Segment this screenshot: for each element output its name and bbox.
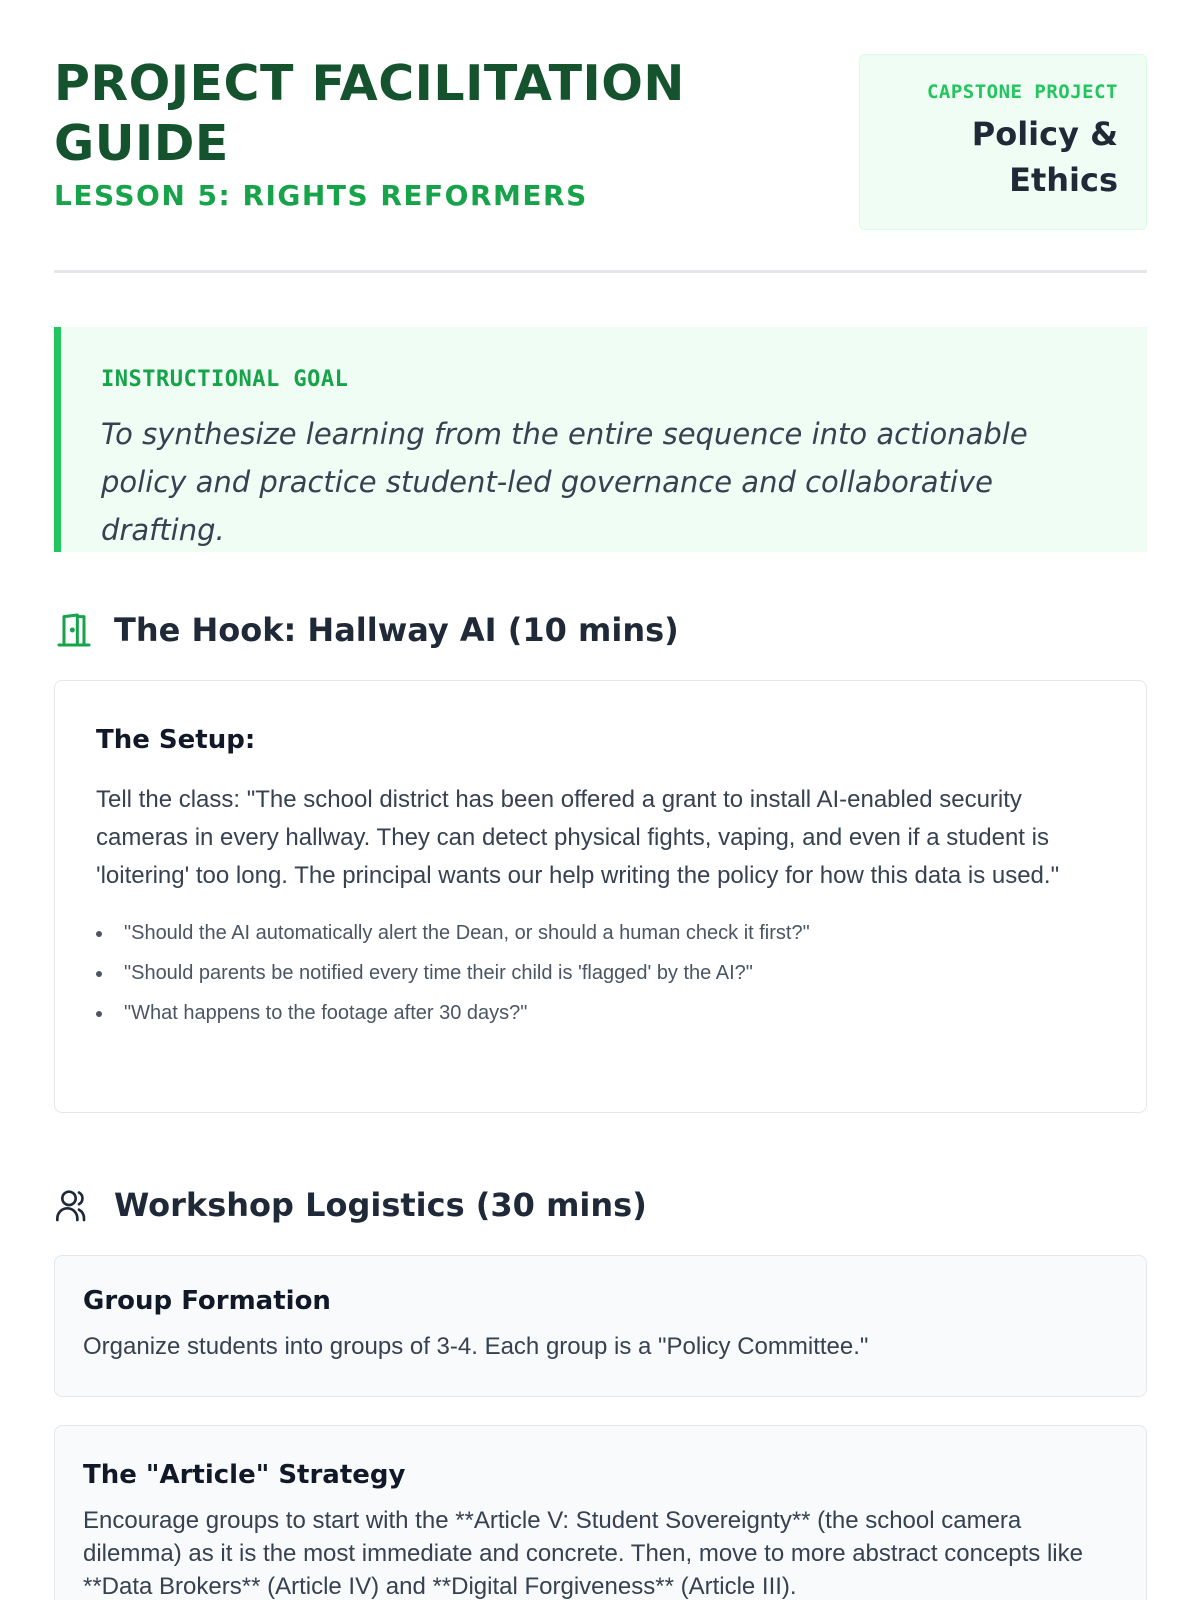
list-item: "Should parents be notified every time their child is 'flagged' by the AI?" <box>96 953 1106 993</box>
users-icon <box>54 1185 94 1225</box>
door-icon <box>54 610 94 650</box>
hook-section-heading <box>54 608 679 652</box>
header <box>54 0 1147 272</box>
facilitation-guide-page <box>54 0 1147 1600</box>
article-strategy-text: Encourage groups to start with the **Article V: Student Sovereignty** (the school camera dilemma) as it is the most immediate and concrete. Then, move to more abstract concepts like **Data Brokers** (Article IV) and **Digital Forgiveness** (Article III). <box>83 1507 1083 1600</box>
discussion-questions <box>96 913 1106 1033</box>
capstone-label: CAPSTONE PROJECT <box>926 81 1118 103</box>
page-title: PROJECT FACILITATION GUIDE <box>54 55 685 172</box>
lesson-subtitle: LESSON 5: RIGHTS REFORMERS <box>54 179 588 212</box>
header-divider <box>54 270 1147 273</box>
list-item: "What happens to the footage after 30 days?" <box>96 993 1106 1033</box>
logistics-heading: Workshop Logistics (30 mins) <box>114 1186 647 1224</box>
logistics-section-heading <box>54 1183 647 1227</box>
article-strategy-card <box>54 1425 1147 1600</box>
hook-card <box>54 680 1147 1113</box>
group-formation-card <box>54 1255 1147 1397</box>
group-formation-title: Group Formation <box>83 1286 331 1316</box>
instructional-goal-callout <box>54 327 1147 552</box>
list-item: "Should the AI automatically alert the Dean, or should a human check it first?" <box>96 913 1106 953</box>
group-formation-text: Organize students into groups of 3-4. Each group is a "Policy Committee." <box>83 1333 869 1360</box>
capstone-badge <box>859 54 1147 230</box>
goal-text: To synthesize learning from the entire sequence into actionable policy and practice student-led governance and collaborative drafting. <box>101 417 1028 547</box>
goal-label: INSTRUCTIONAL GOAL <box>101 367 349 392</box>
hook-heading: The Hook: Hallway AI (10 mins) <box>114 611 679 649</box>
article-strategy-title: The "Article" Strategy <box>83 1460 406 1490</box>
setup-title: The Setup: <box>96 725 256 755</box>
capstone-title: Policy & Ethics <box>971 115 1118 199</box>
setup-text: Tell the class: "The school district has been offered a grant to install AI-enabled security cameras in every hallway. They can detect physical fights, vaping, and even if a student is 'loitering' too long. The principal wants our help writing the policy for how this data is used." <box>96 786 1060 889</box>
